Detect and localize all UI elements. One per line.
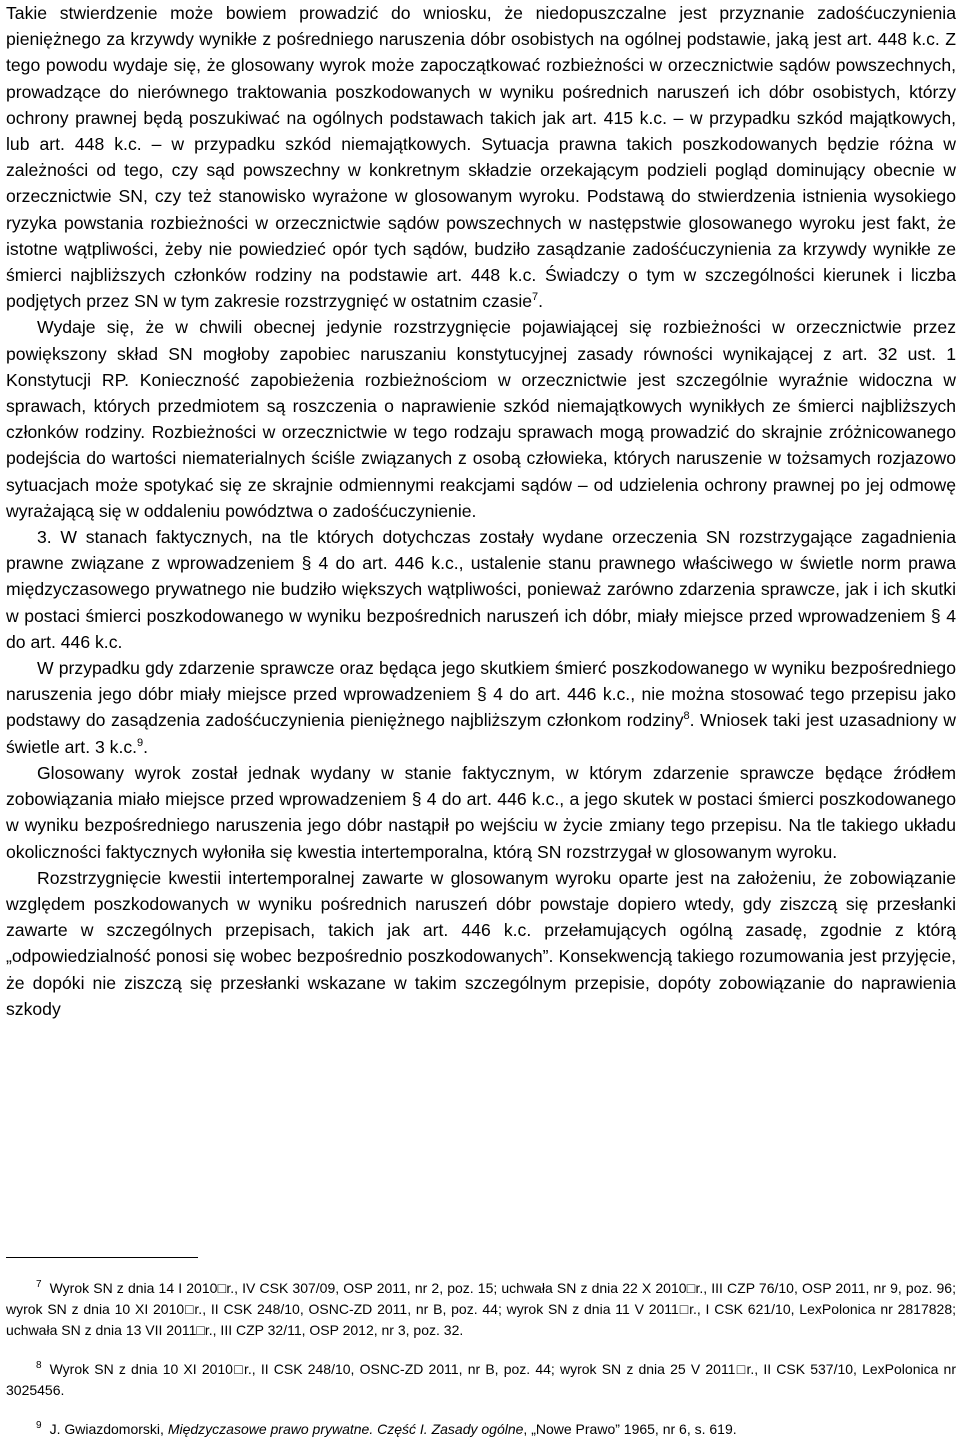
paragraph-4-end: . <box>143 736 149 757</box>
footnote-ref-9[interactable]: 9 <box>137 736 144 749</box>
paragraph-4-tail: . Wniosek taki jest uzasadniony w świetle art. 3 k.c. <box>6 710 956 757</box>
paragraph-5: Glosowany wyrok został jednak wydany w stanie faktycznym, w którym zdarzenie sprawcze będące źródłem zobowiązania miało miejsce przed wprowadzeniem § 4 do art. 446 k.c., a jego skutek w postaci śmierci poszkodowanego w wyniku bezpośredniego naruszenia jego dóbr nastąpił po wejściu w życie zmiany tego przepisu. Na tle takiego układu okoliczności faktycznych wyłoniła się kwestia intertemporalna, którą SN rozstrzygał w glosowanym wyroku. <box>6 762 956 862</box>
footnote-8-text: Wyrok SN z dnia 10 XI 2010□r., II CSK 248/10, OSNC-ZD 2011, nr B, poz. 44; wyrok SN z dnia 25 V 2011□r., II CSK 537/10, LexPolonica nr 3025456. <box>6 1361 956 1398</box>
paragraph-6: Rozstrzygnięcie kwestii intertemporalnej zawarte w glosowanym wyroku oparte jest na założeniu, że zobowiązanie względem poszkodowanych w wyniku pośrednich naruszeń dóbr powstaje dopiero wtedy, gdy ziszczą się przesłanki zawarte w szczególnych przepisach, takich jak art. 446 k.c. przełamujących ogólną zasadę, zgodnie z którą „odpowiedzialność ponosi się wobec bezpośrednio poszkodowanych”. Konsekwencją takiego rozumowania jest przyjęcie, że dopóki nie ziszczą się przesłanki wskazane w takim szczególnym przepisie, dopóty zobowiązanie do naprawienia szkody <box>6 867 956 1019</box>
footnote-8 <box>6 1359 956 1401</box>
footnote-7 <box>6 1278 956 1341</box>
footnote-9-rest: , „Nowe Prawo” 1965, nr 6, s. 619. <box>523 1421 737 1437</box>
paragraph-4-text: W przypadku gdy zdarzenie sprawcze oraz będąca jego skutkiem śmierć poszkodowanego w wyniku bezpośredniego naruszenia jego dóbr miały miejsce przed wprowadzeniem § 4 do art. 446 k.c., nie można stosować tego przepisu jako podstawy do zasądzenia zadośćuczynienia pieniężnego najbliższym członkom rodziny <box>6 658 956 731</box>
footnotes <box>6 1278 956 1440</box>
footnote-ref-7[interactable]: 7 <box>532 291 539 304</box>
paragraph-1-end: . <box>538 291 544 312</box>
footnote-9-author: J. Gwiazdomorski, <box>49 1421 168 1437</box>
paragraph-2: Wydaje się, że w chwili obecnej jedynie rozstrzygnięcie pojawiającej się rozbieżności w orzecznictwie przez powiększony skład SN mogłoby zapobiec naruszaniu konstytucyjnej zasady równości wynikającej z art. 32 ust. 1 Konstytucji RP. Konieczność zapobieżenia rozbieżnościom w orzecznictwie jest szczególnie wyraźnie widoczna w sprawach, których przedmiotem są roszczenia o naprawienie szkód niemajątkowych wynikłych ze śmierci najbliższych członków rodziny. Rozbieżności w orzecznictwie w tego rodzaju sprawach mogą prowadzić do skrajnie zróżnicowanego podejścia do wartości niematerialnych ściśle związanych z osobą człowieka, których naruszenie w tożsamych rozjazowo sytuacjach może spotykać się ze skrajnie odmiennymi reakcjami sądów – od udzielenia ochrony prawnej po jej odmowę wyrażającą się w oddaleniu powództwa o zadośćuczynienie. <box>6 317 956 521</box>
footnote-ref-8[interactable]: 8 <box>683 710 690 723</box>
footnote-separator <box>6 1257 198 1258</box>
footnote-8-number: 8 <box>36 1360 42 1371</box>
footnote-9-title: Międzyczasowe prawo prywatne. Część I. Zasady ogólne <box>167 1421 524 1437</box>
footnote-7-number: 7 <box>36 1279 42 1290</box>
paragraph-4 <box>6 655 956 760</box>
main-text <box>6 0 956 1022</box>
paragraph-1 <box>6 0 956 314</box>
paragraph-1-text: Takie stwierdzenie może bowiem prowadzić do wniosku, że niedopuszczalne jest przyznanie zadośćuczynienia pieniężnego za krzywdy wynikłe z pośredniego naruszenia dóbr osobistych na ogólnej podstawie, jaką jest art. 448 k.c. Z tego powodu wydaje się, że glosowany wyrok może zapoczątkować rozbieżności w orzecznictwie sądów powszechnych, prowadzące do nierównego traktowania poszkodowanych w wyniku pośrednich naruszeń ich dóbr osobistych, którzy ochrony prawnej będą poszukiwać na ogólnych podstawach takich jak art. 415 k.c. – w przypadku szkód majątkowych, lub art. 448 k.c. – w przypadku szkód niemajątkowych. Sytuacja prawna takich poszkodowanych będzie różna w zależności od tego, czy sąd powszechny w konkretnym składzie orzekającym podzieli pogląd dominujący obecnie w orzecznictwie SN, czy też stanowisko wyrażone w glosowanym wyroku. Podstawą do stwierdzenia istnienia wysokiego ryzyka powstania rozbieżności w orzecznictwie sądów powszechnych w następstwie glosowanego wyroku jest fakt, że istotne wątpliwości, żeby nie powiedzieć opór tych sądów, budziło zasądzanie zadośćuczynienia za krzywdy wynikłe ze śmierci najbliższych członków rodziny na podstawie art. 448 k.c. Świadczy o tym w szczególności kierunek i liczba podjętych przez SN w tym zakresie rozstrzygnięć w ostatnim czasie <box>6 3 956 312</box>
footnote-9-number: 9 <box>36 1420 42 1431</box>
footnote-7-text: Wyrok SN z dnia 14 I 2010□r., IV CSK 307/09, OSP 2011, nr 2, poz. 15; uchwała SN z dnia 22 X 2010□r., III CZP 76/10, OSP 2011, nr 9, poz. 96; wyrok SN z dnia 10 XI 2010□r., II CSK 248/10, OSNC-ZD 2011, nr B, poz. 44; wyrok SN z dnia 11 V 2011□r., I CSK 621/10, LexPolonica nr 2817828; uchwała SN z dnia 13 VII 2011□r., III CZP 32/11, OSP 2012, nr 3, poz. 32. <box>6 1280 956 1338</box>
footnote-9 <box>6 1419 956 1440</box>
paragraph-3: 3. W stanach faktycznych, na tle których dotychczas zostały wydane orzeczenia SN rozstrzygające zagadnienia prawne związane z wprowadzeniem § 4 do art. 446 k.c., ustalenie stanu prawnego właściwego w świetle norm prawa międzyczasowego prywatnego nie budziło większych wątpliwości, ponieważ zarówno zdarzenia sprawcze, jak i ich skutki w postaci śmierci poszkodowanego w wyniku bezpośrednich naruszeń ich dóbr, miały miejsce przed wprowadzeniem § 4 do art. 446 k.c. <box>6 527 956 652</box>
